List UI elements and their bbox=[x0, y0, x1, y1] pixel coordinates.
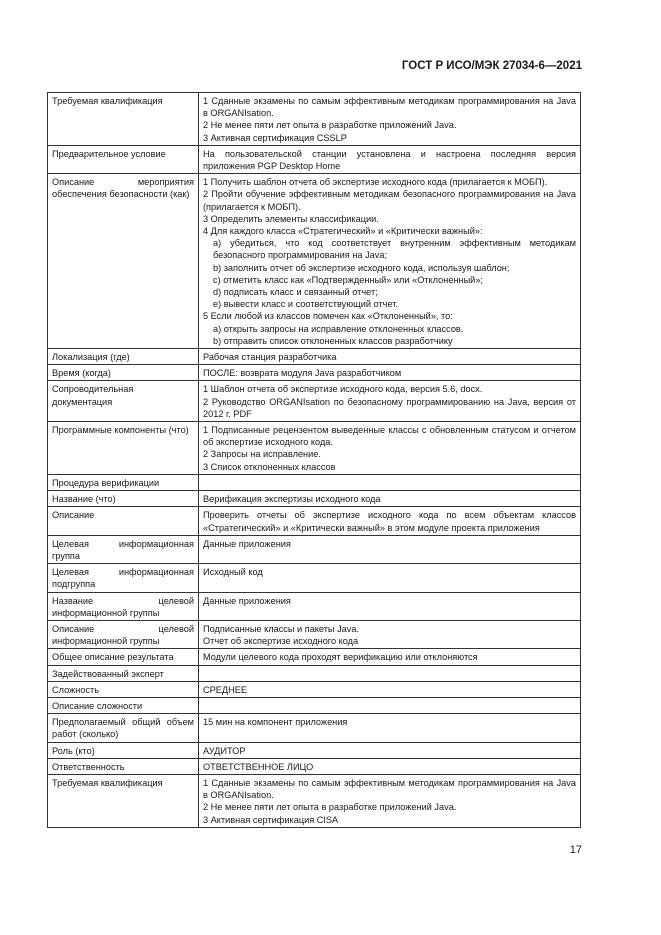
value-line: Верификация экспертизы исходного кода bbox=[203, 494, 381, 505]
row-value bbox=[199, 93, 581, 146]
value-line: На пользовательской станции установлена и настроена последняя версия приложения PGP Desktop Home bbox=[203, 148, 576, 172]
row-label: Требуемая квалификация bbox=[48, 93, 199, 146]
value-line: d) подписать класс и связанный отчет; bbox=[213, 287, 378, 298]
table-row bbox=[48, 365, 581, 381]
value-line: ОТВЕТСТВЕННОЕ ЛИЦО bbox=[203, 761, 314, 772]
row-label: Название целевой информационной группы bbox=[48, 592, 199, 620]
value-line: Модули целевого кода проходят верификацию или отклоняются bbox=[203, 652, 478, 663]
row-label: Описание мероприятия обеспечения безопасности (как) bbox=[48, 174, 199, 349]
row-value bbox=[199, 742, 581, 758]
value-line: СРЕДНЕЕ bbox=[203, 684, 248, 695]
table-row bbox=[48, 742, 581, 758]
table-row bbox=[48, 681, 581, 697]
value-line bbox=[203, 668, 576, 680]
table-row bbox=[48, 564, 581, 592]
row-label: Сопроводительная документация bbox=[48, 381, 199, 422]
row-value bbox=[199, 681, 581, 697]
table-row bbox=[48, 422, 581, 475]
row-label: Описание сложности bbox=[48, 697, 199, 713]
row-value bbox=[199, 592, 581, 620]
page-number: 17 bbox=[569, 844, 582, 856]
value-line: 3 Активная сертификация CISA bbox=[203, 814, 339, 825]
value-line: Рабочая станция разработчика bbox=[203, 352, 337, 363]
value-line: 1 Сданные экзамены по самым эффективным методикам программирования на Java в ORGANIsation. bbox=[203, 96, 576, 119]
row-label: Описание bbox=[48, 507, 199, 535]
value-line: b) заполнить отчет об экспертизе исходного кода, используя шаблон; bbox=[213, 262, 510, 273]
table-row bbox=[48, 381, 581, 422]
row-value bbox=[199, 665, 581, 681]
row-label: Целевая информационная группа bbox=[48, 535, 199, 563]
row-label: Сложность bbox=[48, 681, 199, 697]
table-row bbox=[48, 145, 581, 173]
value-line: e) вывести класс и соответствующий отчет. bbox=[213, 299, 398, 310]
table-row bbox=[48, 665, 581, 681]
value-line: Исходный код bbox=[203, 567, 263, 578]
value-line: 2 Не менее пяти лет опыта в разработке приложений Java. bbox=[203, 120, 457, 131]
row-value bbox=[199, 474, 581, 490]
row-label: Программные компоненты (что) bbox=[48, 422, 199, 475]
value-line: ПОСЛЕ: возврата модуля Java разработчиком bbox=[203, 368, 402, 379]
table-row bbox=[48, 491, 581, 507]
table-row bbox=[48, 620, 581, 648]
value-line: a) убедиться, что код соответствует внутренним эффективным методикам безопасного программирования на Java; bbox=[213, 238, 576, 261]
value-line: 3 Активная сертификация CSSLP bbox=[203, 132, 347, 143]
table-row bbox=[48, 758, 581, 774]
row-label: Время (когда) bbox=[48, 365, 199, 381]
value-line: 5 Если любой из классов помечен как «Отклоненный», то: bbox=[203, 311, 453, 322]
table-row bbox=[48, 649, 581, 665]
value-line: 2 Пройти обучение эффективным методикам безопасного программирования на Java (прилагается к МОБП). bbox=[203, 189, 576, 212]
table-row bbox=[48, 535, 581, 563]
value-line: Отчет об экспертизе исходного кода bbox=[203, 636, 359, 647]
value-line bbox=[203, 700, 576, 712]
table-row bbox=[48, 174, 581, 349]
row-value bbox=[199, 381, 581, 422]
row-value bbox=[199, 535, 581, 563]
value-line: c) отметить класс как «Подтвержденный» или «Отклоненный»; bbox=[213, 274, 483, 285]
value-line: 2 Не менее пяти лет опыта в разработке приложений Java. bbox=[203, 802, 457, 813]
row-label: Задействованный эксперт bbox=[48, 665, 199, 681]
row-value bbox=[199, 145, 581, 173]
table-row bbox=[48, 714, 581, 742]
row-label: Целевая информационная подгруппа bbox=[48, 564, 199, 592]
table-row bbox=[48, 592, 581, 620]
row-value bbox=[199, 714, 581, 742]
value-line: 2 Руководство ORGANIsation по безопасному программированию на Java, версия от 2012 г. PDF bbox=[203, 396, 576, 419]
value-line: 1 Получить шаблон отчета об экспертизе исходного кода (прилагается к МОБП). bbox=[203, 177, 548, 188]
value-line: 3 Список отклоненных классов bbox=[203, 461, 336, 472]
row-label: Роль (кто) bbox=[48, 742, 199, 758]
document-header: ГОСТ Р ИСО/МЭК 27034-6—2021 bbox=[401, 60, 582, 72]
value-line: АУДИТОР bbox=[203, 745, 246, 756]
row-value bbox=[199, 174, 581, 349]
row-label: Процедура верификации bbox=[48, 474, 199, 490]
row-value bbox=[199, 774, 581, 827]
row-value bbox=[199, 758, 581, 774]
table-row bbox=[48, 349, 581, 365]
value-line: 4 Для каждого класса «Стратегический» и «Критически важный»: bbox=[203, 226, 483, 237]
row-value bbox=[199, 620, 581, 648]
value-line: 1 Подписанные рецензентом выведенные классы с обновленным статусом и отчетом об экспертизе исходного кода. bbox=[203, 425, 576, 448]
value-line: Данные приложения bbox=[203, 538, 291, 549]
row-value bbox=[199, 422, 581, 475]
row-value bbox=[199, 365, 581, 381]
row-label: Описание целевой информационной группы bbox=[48, 620, 199, 648]
value-line: Проверить отчеты об экспертизе исходного кода по всем объектам классов «Стратегический» и «Критически важный» в этом модуле проекта приложения bbox=[203, 510, 576, 533]
row-value bbox=[199, 507, 581, 535]
value-line: b) отправить список отклоненных классов разработчику bbox=[213, 335, 453, 346]
row-value bbox=[199, 649, 581, 665]
value-line: 2 Запросы на исправление. bbox=[203, 449, 321, 460]
row-label: Название (что) bbox=[48, 491, 199, 507]
row-value bbox=[199, 564, 581, 592]
row-label: Требуемая квалификация bbox=[48, 774, 199, 827]
value-line: Подписанные классы и пакеты Java. bbox=[203, 623, 360, 634]
value-line: 1 Сданные экзамены по самым эффективным методикам программирования на Java в ORGANIsation. bbox=[203, 777, 576, 801]
row-label: Общее описание результата bbox=[48, 649, 199, 665]
table-row bbox=[48, 93, 581, 146]
table-row bbox=[48, 697, 581, 713]
table-row bbox=[48, 507, 581, 535]
value-line: 15 мин на компонент приложения bbox=[203, 717, 348, 728]
value-line: 1 Шаблон отчета об экспертизе исходного кода, версия 5.6, docx. bbox=[203, 384, 483, 395]
value-line bbox=[203, 477, 576, 489]
activity-table bbox=[47, 92, 581, 828]
value-line: a) открыть запросы на исправление отклоненных классов. bbox=[213, 323, 464, 334]
row-label: Локализация (где) bbox=[48, 349, 199, 365]
row-label: Предварительное условие bbox=[48, 145, 199, 173]
row-label: Предполагаемый общий объем работ (сколько) bbox=[48, 714, 199, 742]
row-value bbox=[199, 491, 581, 507]
value-line: Данные приложения bbox=[203, 595, 291, 606]
row-value bbox=[199, 697, 581, 713]
value-line: 3 Определить элементы классификации. bbox=[203, 213, 379, 224]
table-row bbox=[48, 774, 581, 827]
table-row bbox=[48, 474, 581, 490]
row-value bbox=[199, 349, 581, 365]
row-label: Ответственность bbox=[48, 758, 199, 774]
